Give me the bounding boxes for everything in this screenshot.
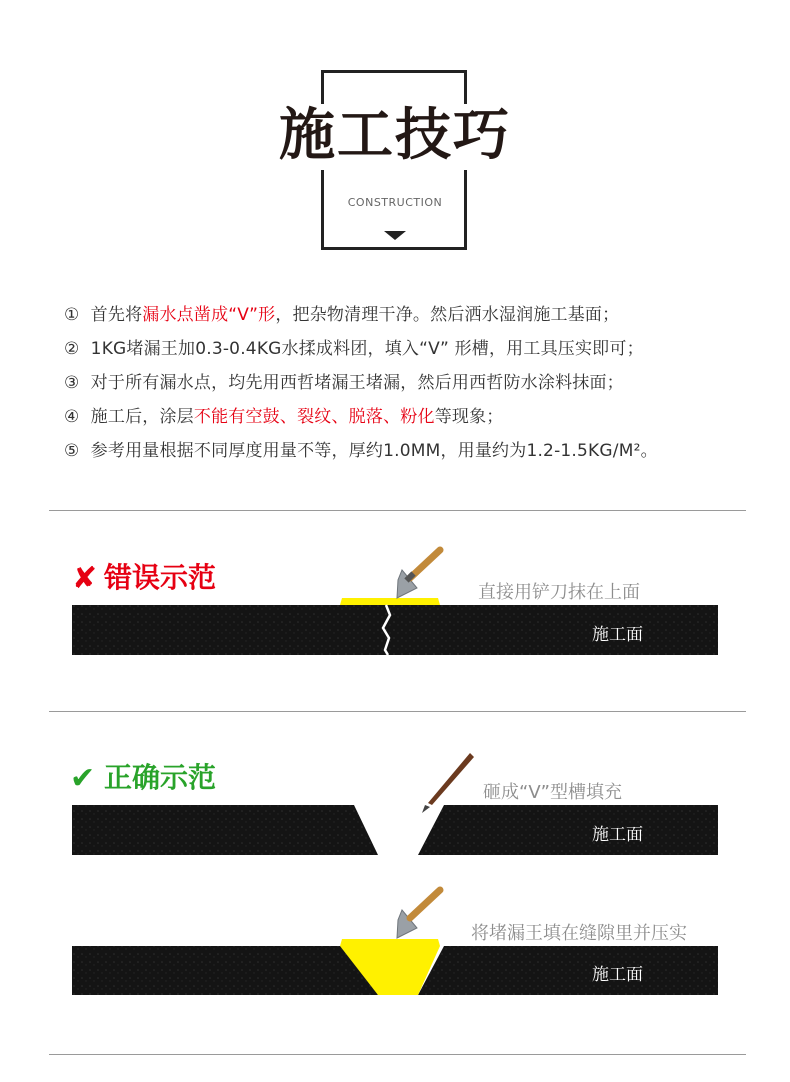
construction-surface — [72, 946, 378, 995]
step-number: ③ — [64, 373, 80, 393]
title-frame-right-lower — [464, 170, 467, 250]
cross-icon: ✘ — [72, 561, 98, 596]
step-item — [64, 434, 764, 468]
surface-label: 施工面 — [592, 965, 643, 985]
putty-knife-icon — [397, 890, 440, 938]
step-number: ① — [64, 305, 80, 325]
step-text: 1KG堵漏王加0.3-0.4KG水揉成料团，填入“V” 形槽，用工具压实即可； — [90, 339, 644, 359]
construction-surface — [72, 805, 378, 855]
title-frame-top — [321, 70, 467, 73]
steps-list — [64, 298, 764, 468]
step-number: ④ — [64, 407, 80, 427]
construction-surface — [418, 805, 718, 855]
step-item — [64, 332, 764, 366]
step-item — [64, 366, 764, 400]
chisel-icon — [422, 753, 474, 813]
surface-label: 施工面 — [592, 625, 643, 645]
divider — [49, 1054, 746, 1055]
triangle-down-icon — [384, 231, 406, 240]
step-item — [64, 400, 764, 434]
right-demo-hint-1: 砸成“V”型槽填充 — [483, 782, 622, 803]
step-highlight: 不能有空鼓、裂纹、脱落、粉化 — [193, 407, 435, 427]
surface-label: 施工面 — [592, 825, 643, 845]
wrong-demo-hint: 直接用铲刀抹在上面 — [478, 582, 640, 603]
step-text-tail: ，把杂物清理干净。然后洒水湿润施工基面； — [275, 305, 620, 325]
step-item — [64, 298, 764, 332]
construction-surface — [418, 946, 718, 995]
step-text: 首先将 — [90, 305, 143, 325]
title-frame-left-lower — [321, 170, 324, 250]
page-title: 施工技巧 — [279, 103, 511, 168]
divider — [49, 711, 746, 712]
step-text: 参考用量根据不同厚度用量不等，厚约1.0MM，用量约为1.2-1.5KG/M²。 — [90, 441, 658, 461]
filler-smear — [340, 598, 440, 605]
step-number: ② — [64, 339, 80, 359]
step-number: ⑤ — [64, 441, 80, 461]
step-highlight: 漏水点凿成“V”形 — [142, 305, 276, 325]
right-demo-hint-2: 将堵漏王填在缝隙里并压实 — [471, 923, 687, 944]
wrong-demo-label: 错误示范 — [104, 561, 217, 594]
page-subtitle: CONSTRUCTION — [347, 196, 443, 209]
divider — [49, 510, 746, 511]
right-demo-label: 正确示范 — [104, 761, 217, 794]
check-icon: ✔ — [70, 761, 96, 796]
step-text: 施工后，涂层 — [90, 407, 194, 427]
putty-knife-icon — [397, 550, 440, 598]
title-frame-bottom — [321, 247, 467, 250]
step-text: 对于所有漏水点，均先用西哲堵漏王堵漏，然后用西哲防水涂料抹面； — [90, 373, 624, 393]
step-text-tail: 等现象； — [434, 407, 504, 427]
